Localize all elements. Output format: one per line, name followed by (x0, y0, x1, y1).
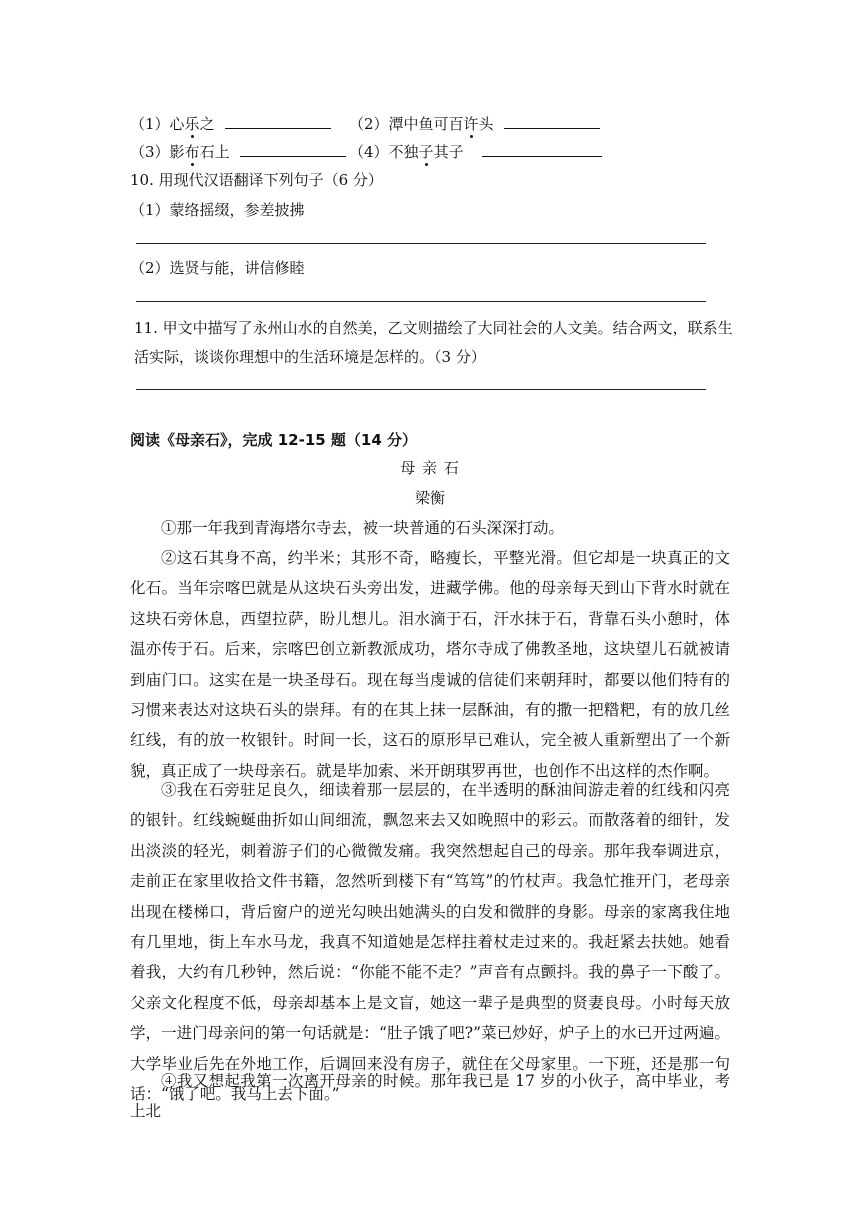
answer-blank[interactable] (225, 114, 331, 129)
q10-title: 10. 用现代汉语翻译下列句子（6 分） (130, 171, 383, 189)
answer-line[interactable] (136, 243, 706, 244)
answer-blank[interactable] (240, 142, 346, 157)
emphasis-dot-char: 乐 (184, 115, 200, 133)
reading-heading: 阅读《母亲石》，完成 12-15 题（14 分） (130, 431, 418, 449)
q9-item-3: （3）影布石上 (130, 142, 346, 162)
q11-text-line-2: 活实际，谈谈你理想中的生活环境是怎样的。（3 分） (134, 348, 486, 366)
q11-text-line-1: 11. 甲文中描写了永州山水的自然美，乙文则描绘了大同社会的人文美。结合两文，联系生 (134, 319, 733, 337)
emphasis-dot-char: 布 (184, 143, 200, 161)
q9-item-2: （2）潭中鱼可百许头 (349, 114, 600, 134)
article-paragraph-4: ④我又想起我第一次离开母亲的时候。那年我已是 17 岁的小伙子，高中毕业，考上北 (130, 1072, 730, 1121)
q9-item-1: （1）心乐之 (130, 114, 331, 134)
answer-blank[interactable] (504, 114, 600, 129)
emphasis-dot-char: 许 (463, 115, 479, 133)
answer-blank[interactable] (482, 142, 602, 157)
answer-line[interactable] (136, 301, 706, 302)
answer-line[interactable] (136, 389, 706, 390)
article-author: 梁衡 (414, 489, 445, 507)
article-paragraph-2: ②这石其身不高，约半米；其形不奇，略瘦长，平整光滑。但它却是一块真正的文化石。当年宗喀巴就是从这块石头旁出发，进藏学佛。他的母亲每天到山下背水时就在这块石旁休息，西望拉萨，盼儿想儿。泪水滴于石，汗水抹于石，背靠石头小憩时，体温亦传于石。后来，宗喀巴创立新教派成功，塔尔寺成了佛教圣地，这块望儿石就被请到庙门口。这实在是一块圣母石。现在每当虔诚的信徒们来朝拜时，都要以他们特有的习惯来表达对这块石头的崇拜。有的在其上抹一层酥油，有的撒一把糌粑，有的放几丝红线，有的放一枚银针。时间一长，这石的原形早已难认，完全被人重新塑出了一个新貌，真正成了一块母亲石。就是毕加索、米开朗琪罗再世，也创作不出这样的杰作啊。 (130, 549, 730, 780)
article-paragraph-3: ③我在石旁驻足良久，细读着那一层层的，在半透明的酥油间游走着的红线和闪亮的银针。红线蜿蜒曲折如山间细流，飘忽来去又如晚照中的彩云。而散落着的细针，发出淡淡的轻光，刺着游子们的心微微发痛。我突然想起自己的母亲。那年我奉调进京，走前正在家里收拾文件书籍，忽然听到楼下有“笃笃”的竹杖声。我急忙推开门，老母亲出现在楼梯口，背后窗户的逆光勾映出她满头的白发和微胖的身影。母亲的家离我住地有几里地，街上车水马龙，我真不知道她是怎样拄着杖走过来的。我赶紧去扶她。她看着我，大约有几秒钟，然后说：“你能不能不走？”声音有点颤抖。我的鼻子一下酸了。父亲文化程度不低，母亲却基本上是文盲，她这一辈子是典型的贤妻良母。小时每天放学，一进门母亲问的第一句话就是：“肚子饿了吧?”菜已炒好，炉子上的水已开过两遍。大学毕业后先在外地工作，后调回来没有房子，就住在父母家里。一下班，还是那一句话：“饿了吧。我马上去下面。” (130, 781, 730, 1104)
emphasis-dot-char: 子 (418, 143, 434, 161)
q10-sentence-1: （1）蒙络摇缀，参差披拂 (130, 201, 305, 219)
q9-item-4: （4）不独子其子 (349, 142, 602, 162)
article-paragraph-1: ①那一年我到青海塔尔寺去，被一块普通的石头深深打动。 (161, 519, 565, 537)
q10-sentence-2: （2）选贤与能，讲信修睦 (130, 259, 305, 277)
article-title: 母 亲 石 (400, 459, 460, 477)
